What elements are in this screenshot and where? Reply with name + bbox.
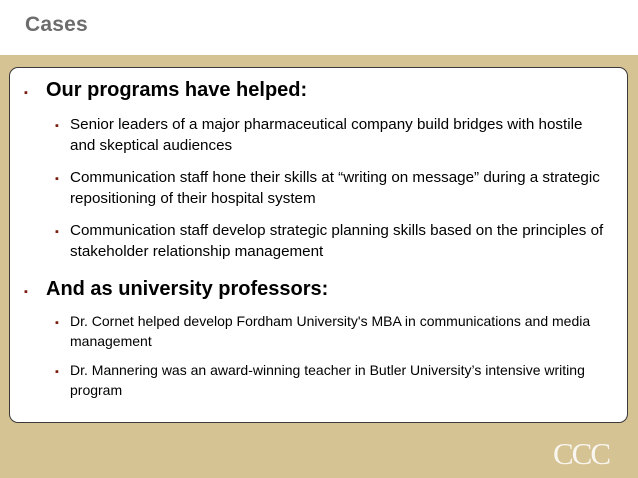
list-item: Dr. Cornet helped develop Fordham University's MBA in communications and media management xyxy=(70,313,591,349)
bullet-icon: ▪ xyxy=(55,173,59,185)
bullet-icon: ▪ xyxy=(55,366,59,378)
ccc-logo: CCC xyxy=(553,436,610,471)
section-heading: Our programs have helped: xyxy=(46,79,308,101)
slide-title: Cases xyxy=(25,13,88,36)
list-item: Communication staff hone their skills at “writing on message” during a strategic repositioning of their hospital system xyxy=(70,169,600,207)
bullet-icon: ▪ xyxy=(55,226,59,238)
bullet-icon: ▪ xyxy=(24,286,28,298)
bullet-icon: ▪ xyxy=(55,120,59,132)
bullet-icon: ▪ xyxy=(55,317,59,329)
list-item: Communication staff develop strategic planning skills based on the principles of stakeholder relationship management xyxy=(70,222,604,260)
list-item: Senior leaders of a major pharmaceutical company build bridges with hostile and skeptical audiences xyxy=(70,116,583,154)
bullet-icon: ▪ xyxy=(24,87,28,99)
section-heading: And as university professors: xyxy=(46,278,329,300)
list-item: Dr. Mannering was an award-winning teacher in Butler University’s intensive writing program xyxy=(70,362,585,398)
